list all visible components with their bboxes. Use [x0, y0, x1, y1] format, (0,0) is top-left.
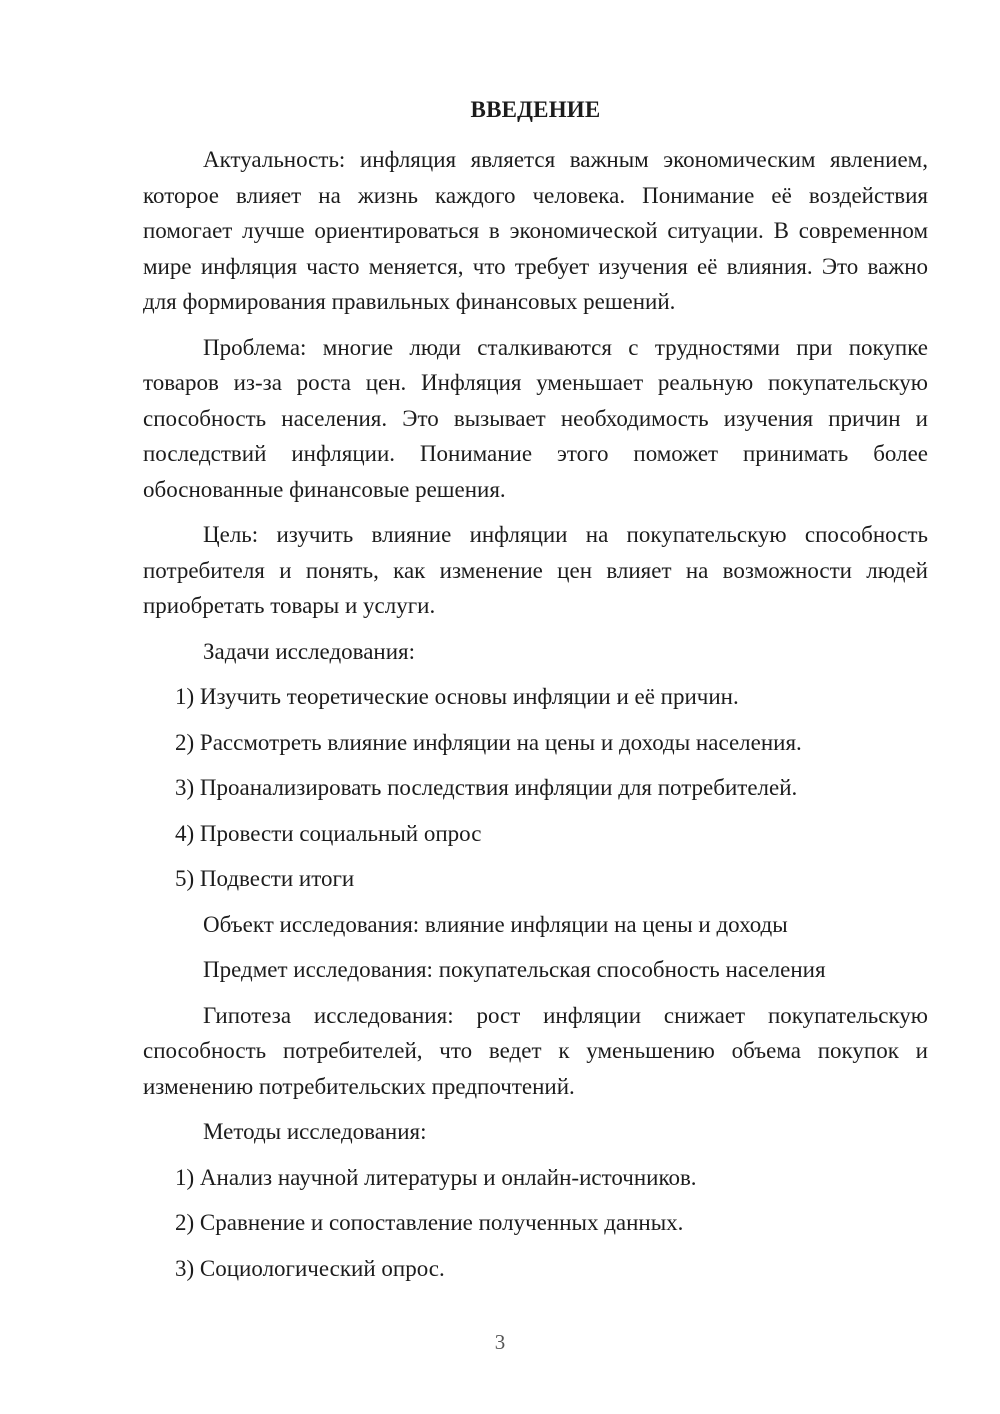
- spacer: [143, 507, 928, 517]
- page-number: 3: [494, 1330, 506, 1354]
- spacer: [143, 624, 928, 634]
- document-title: ВВЕДЕНИЕ: [470, 97, 601, 122]
- problem-paragraph: Проблема: многие люди сталкиваются с трудностями при покупке товаров из-за роста цен. Инфляция уменьшает реальную покупательскую способность населения. Это вызывает необходимость изучения причин и последствий инфляции. Понимание этого поможет принимать более обоснованные финансовые решения.: [143, 334, 928, 502]
- spacer: [143, 1104, 928, 1114]
- tasks-heading: Задачи исследования:: [203, 638, 416, 664]
- spacer: [143, 128, 928, 142]
- task-item: 1) Изучить теоретические основы инфляции и её причин.: [175, 684, 739, 709]
- task-item: 4) Провести социальный опрос: [175, 820, 482, 846]
- research-subject: Предмет исследования: покупательская способность населения: [203, 957, 826, 982]
- relevance-paragraph: Актуальность: инфляция является важным экономическим явлением, которое влияет на жизнь каждого человека. Понимание её воздействия помогает лучше ориентироваться в экономической ситуации. В современном мире инфляция часто меняется, что требует изучения её влияния. Это важно для формирования правильных финансовых решений.: [143, 147, 928, 314]
- method-item: 2) Сравнение и сопоставление полученных данных.: [175, 1210, 684, 1235]
- spacer: [143, 897, 928, 907]
- method-item: 1) Анализ научной литературы и онлайн-источников.: [175, 1164, 697, 1190]
- task-item: 2) Рассмотреть влияние инфляции на цены и доходы населения.: [175, 729, 802, 755]
- task-item: 3) Проанализировать последствия инфляции для потребителей.: [175, 775, 798, 800]
- spacer: [143, 851, 928, 861]
- methods-heading: Методы исследования:: [203, 1119, 427, 1144]
- spacer: [143, 1241, 928, 1251]
- spacer: [143, 806, 928, 816]
- task-item: 5) Подвести итоги: [175, 866, 355, 891]
- spacer: [143, 1195, 928, 1205]
- hypothesis-paragraph: Гипотеза исследования: рост инфляции снижает покупательскую способность потребителей, что ведет к уменьшению объема покупок и изменению потребительских предпочтений.: [143, 1002, 928, 1099]
- goal-paragraph: Цель: изучить влияние инфляции на покупательскую способность потребителя и понять, как изменение цен влияет на возможности людей приобретать товары и услуги.: [143, 522, 928, 618]
- spacer: [143, 988, 928, 998]
- spacer: [143, 715, 928, 725]
- spacer: [143, 760, 928, 770]
- method-item: 3) Социологический опрос.: [175, 1255, 445, 1281]
- spacer: [143, 1150, 928, 1160]
- document-page: [143, 92, 928, 1286]
- spacer: [143, 320, 928, 330]
- spacer: [143, 942, 928, 952]
- research-object: Объект исследования: влияние инфляции на цены и доходы: [203, 911, 788, 937]
- spacer: [143, 669, 928, 679]
